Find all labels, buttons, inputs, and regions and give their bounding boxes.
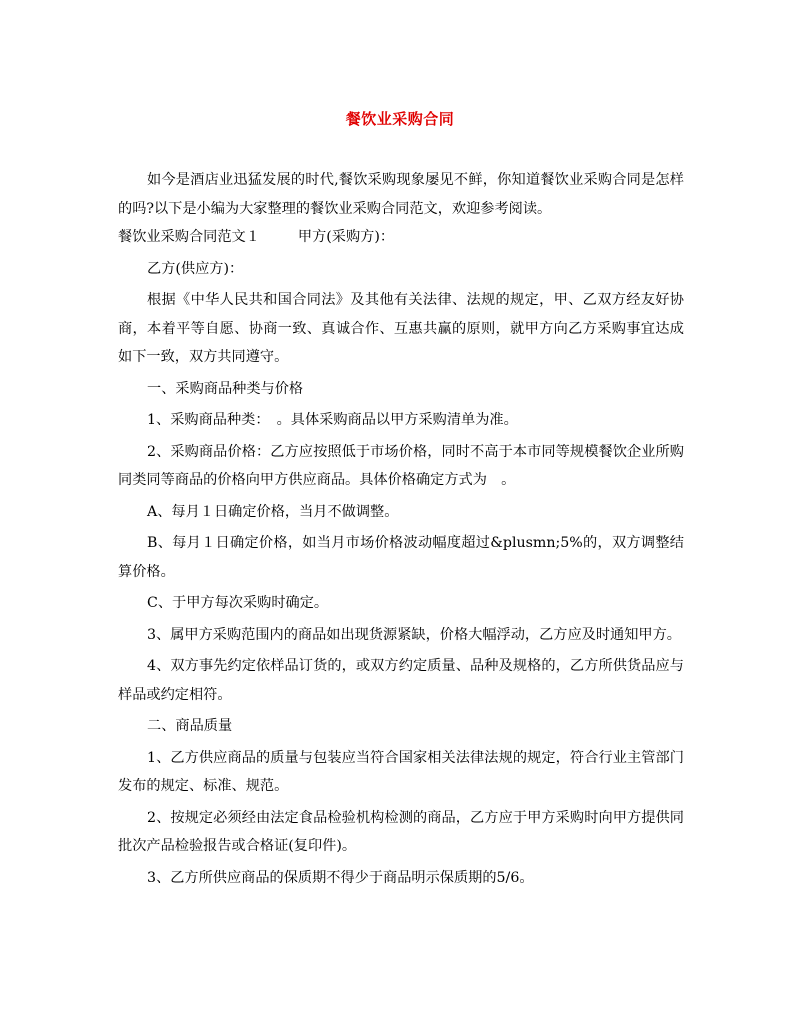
clause-1-3: 3、属甲方采购范围内的商品如出现货源紧缺，价格大幅浮动，乙方应及时通知甲方。 bbox=[147, 626, 681, 643]
paragraph-intro: 如今是酒店业迅猛发展的时代,餐饮采购现象屡见不鲜，你知道餐饮业采购合同是怎样的吗?以下是小编为大家整理的餐饮业采购合同范文，欢迎参考阅读。 bbox=[118, 172, 684, 217]
clause-1-2: 2、采购商品价格：乙方应按照低于市场价格，同时不高于本市同等规模餐饮企业所购同类同等商品的价格向甲方供应商品。具体价格确定方式为 。 bbox=[118, 443, 684, 488]
clause-1-1: 1、采购商品种类： 。具体采购商品以甲方采购清单为准。 bbox=[147, 412, 518, 428]
party-b-label: 乙方(供应方)： bbox=[147, 260, 244, 277]
document-title: 餐饮业采购合同 bbox=[345, 110, 455, 128]
clause-2-2: 2、按规定必须经由法定食品检验机构检测的商品，乙方应于甲方采购时向甲方提供同批次产品检验报告或合格证(复印件)。 bbox=[118, 809, 684, 854]
section-heading-1: 一、采购商品种类与价格 bbox=[147, 380, 304, 397]
sample-heading-line bbox=[118, 223, 684, 252]
option-c: C、于甲方每次采购时确定。 bbox=[147, 595, 329, 611]
section-heading-2: 二、商品质量 bbox=[147, 718, 233, 734]
sample-heading: 餐饮业采购合同范文１ bbox=[118, 229, 260, 245]
option-b: B、每月１日确定价格，如当月市场价格波动幅度超过&plusmn;5%的，双方调整结算价格。 bbox=[118, 535, 684, 580]
clause-2-3: 3、乙方所供应商品的保质期不得少于商品明示保质期的5/6。 bbox=[147, 869, 534, 886]
paragraph-preamble: 根据《中华人民共和国合同法》及其他有关法律、法规的规定，甲、乙双方经友好协商，本着平等自愿、协商一致、真诚合作、互惠共赢的原则，就甲方向乙方采购事宜达成如下一致，双方共同遵守。 bbox=[118, 292, 684, 365]
clause-1-4: 4、双方事先约定依样品订货的，或双方约定质量、品种及规格的，乙方所供货品应与样品或约定相符。 bbox=[118, 658, 684, 703]
party-a-label: 甲方(采购方)： bbox=[297, 229, 395, 245]
document-body bbox=[118, 166, 684, 892]
option-a: A、每月１日确定价格，当月不做调整。 bbox=[147, 503, 399, 520]
clause-2-1: 1、乙方供应商品的质量与包装应当符合国家相关法律法规的规定，符合行业主管部门发布的规定、标准、规范。 bbox=[118, 749, 684, 794]
